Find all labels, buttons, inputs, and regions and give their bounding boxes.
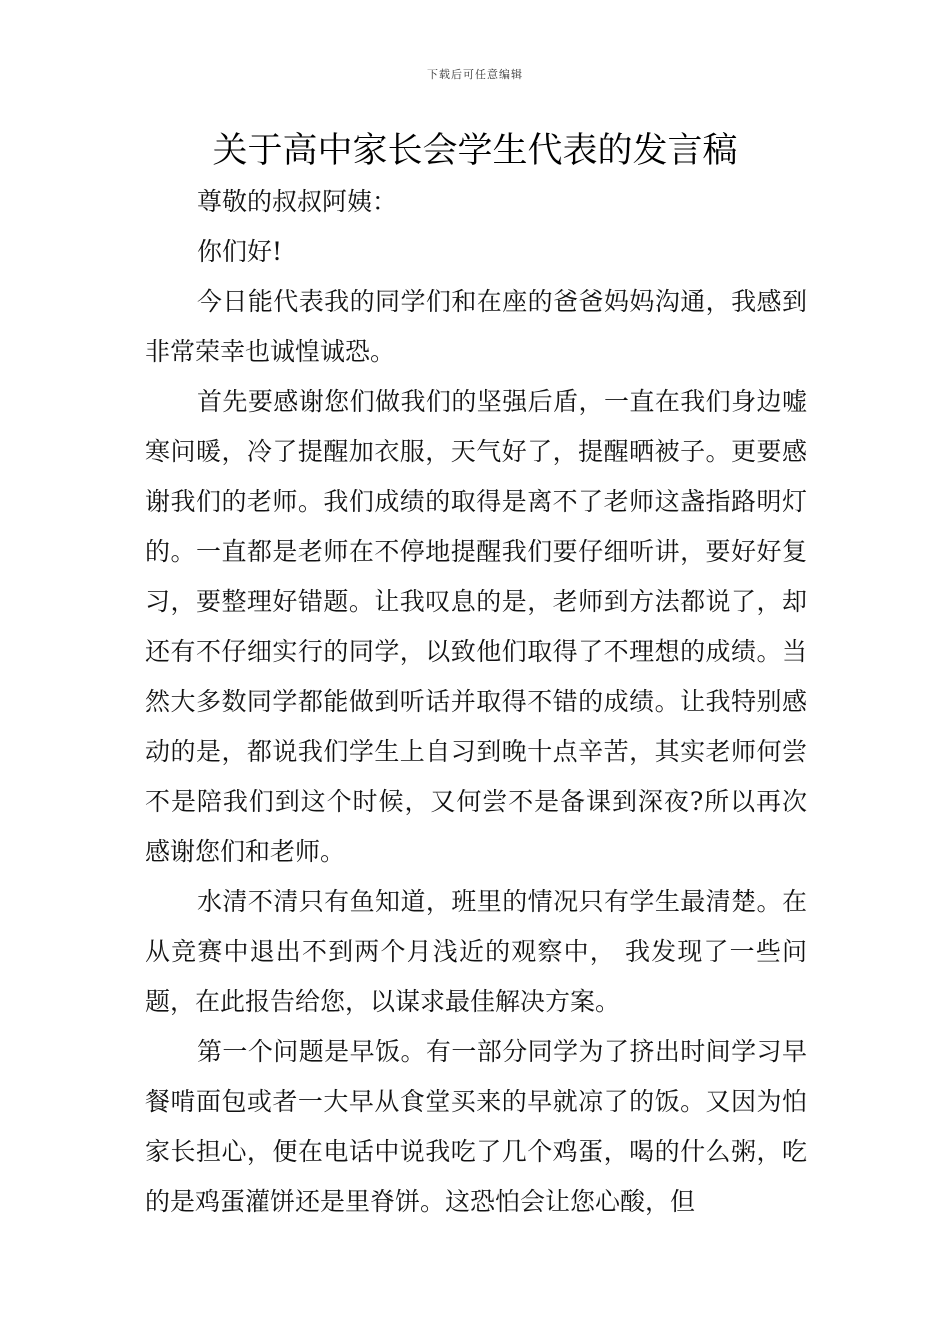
paragraph: 水清不清只有鱼知道，班里的情况只有学生最清楚。在从竞赛中退出不到两个月浅近的观察中， 我发现了一些问题，在此报告给您，以谋求最佳解决方案。 <box>145 887 807 1016</box>
paragraph: 首先要感谢您们做我们的坚强后盾，一直在我们身边嘘寒问暖，冷了提醒加衣服，天气好了，提醒晒被子。更要感谢我们的老师。我们成绩的取得是离不了老师这盏指路明灯的。一直都是老师在不停地提醒我们要仔细听讲，要好好复习，要整理好错题。让我叹息的是，老师到方法都说了，却还有不仔细实行的同学，以致他们取得了不理想的成绩。当然大多数同学都能做到听话并取得不错的成绩。让我特别感动的是，都说我们学生上自习到晚十点辛苦，其实老师何尝不是陪我们到这个时候，又何尝不是备课到深夜?所以再次感谢您们和老师。 <box>145 387 807 866</box>
greeting: 你们好! <box>197 237 283 266</box>
document-title: 关于高中家长会学生代表的发言稿 <box>212 131 738 171</box>
header-note: 下载后可任意编辑 <box>427 68 523 81</box>
document-body <box>145 177 807 1227</box>
paragraph: 今日能代表我的同学们和在座的爸爸妈妈沟通，我感到非常荣幸也诚惶诚恐。 <box>145 287 807 366</box>
salutation: 尊敬的叔叔阿姨： <box>197 187 398 216</box>
paragraph: 第一个问题是早饭。有一部分同学为了挤出时间学习早餐啃面包或者一大早从食堂买来的早就凉了的饭。又因为怕家长担心，便在电话中说我吃了几个鸡蛋，喝的什么粥，吃的是鸡蛋灌饼还是里脊饼。这恐怕会让您心酸，但 <box>145 1037 807 1216</box>
